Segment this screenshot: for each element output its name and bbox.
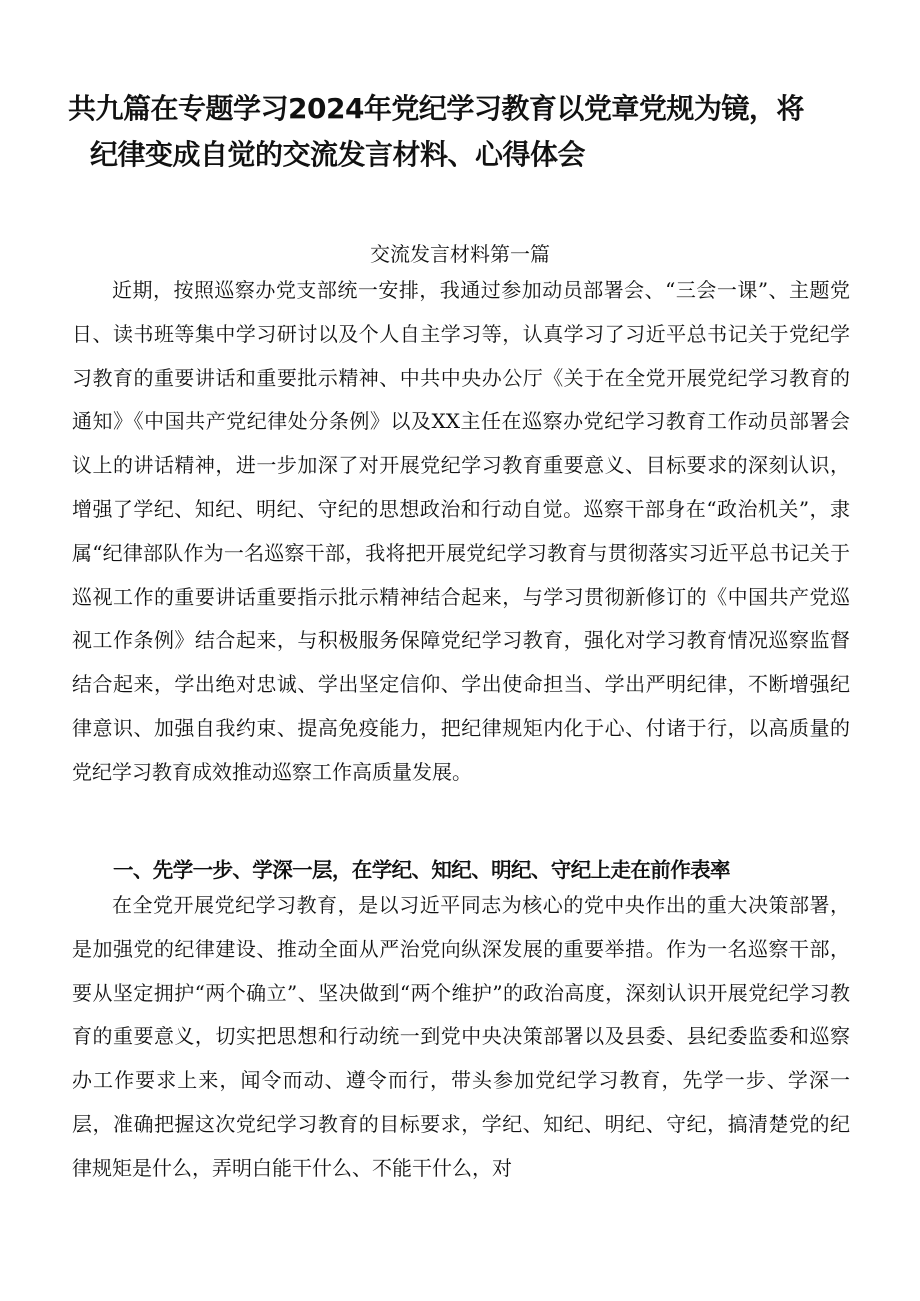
document-title <box>68 86 868 178</box>
body-paragraph-2: 在全党开展党纪学习教育，是以习近平同志为核心的党中央作出的重大决策部署，是加强党的纪律建设、推动全面从严治党向纵深发展的重要举措。作为一名巡察干部，要从坚定拥护“两个确立”、坚决做到“两个维护”的政治高度，深刻认识开展党纪学习教育的重要意义，切实把思想和行动统一到党中央决策部署以及县委、县纪委监委和巡察办工作要求上来，闻令而动、遵令而行，带头参加党纪学习教育，先学一步、学深一层，准确把握这次党纪学习教育的目标要求，学纪、知纪、明纪、守纪，搞清楚党的纪律规矩是什么，弄明白能干什么、不能干什么，对 <box>72 893 850 1180</box>
section-subtitle: 交流发言材料第一篇 <box>370 242 550 266</box>
document-title-line-2: 纪律变成自觉的交流发言材料、心得体会 <box>90 138 586 171</box>
section-heading-1: 一、先学一步、学深一层，在学纪、知纪、明纪、守纪上走在前作表率 <box>113 858 730 882</box>
body-paragraph-1: 近期，按照巡察办党支部统一安排，我通过参加动员部署会、“三会一课”、主题党日、读书班等集中学习研讨以及个人自主学习等，认真学习了习近平总书记关于党纪学习教育的重要讲话和重要批示精神、中共中央办公厅《关于在全党开展党纪学习教育的通知》《中国共产党纪律处分条例》以及XX主任在巡察办党纪学习教育工作动员部署会议上的讲话精神，进一步加深了对开展党纪学习教育重要意义、目标要求的深刻认识，增强了学纪、知纪、明纪、守纪的思想政治和行动自觉。巡察干部身在“政治机关”，隶属“纪律部队作为一名巡察干部，我将把开展党纪学习教育与贯彻落实习近平总书记关于巡视工作的重要讲话重要指示批示精神结合起来，与学习贯彻新修订的《中国共产党巡视工作条例》结合起来，与积极服务保障党纪学习教育，强化对学习教育情况巡察监督结合起来，学出绝对忠诚、学出坚定信仰、学出使命担当、学出严明纪律，不断增强纪律意识、加强自我约束、提高免疫能力，把纪律规矩内化于心、付诸于行，以高质量的党纪学习教育成效推动巡察工作高质量发展。 <box>72 278 850 784</box>
document-title-line-1: 共九篇在专题学习2024年党纪学习教育以党章党规为镜，将 <box>68 92 804 125</box>
